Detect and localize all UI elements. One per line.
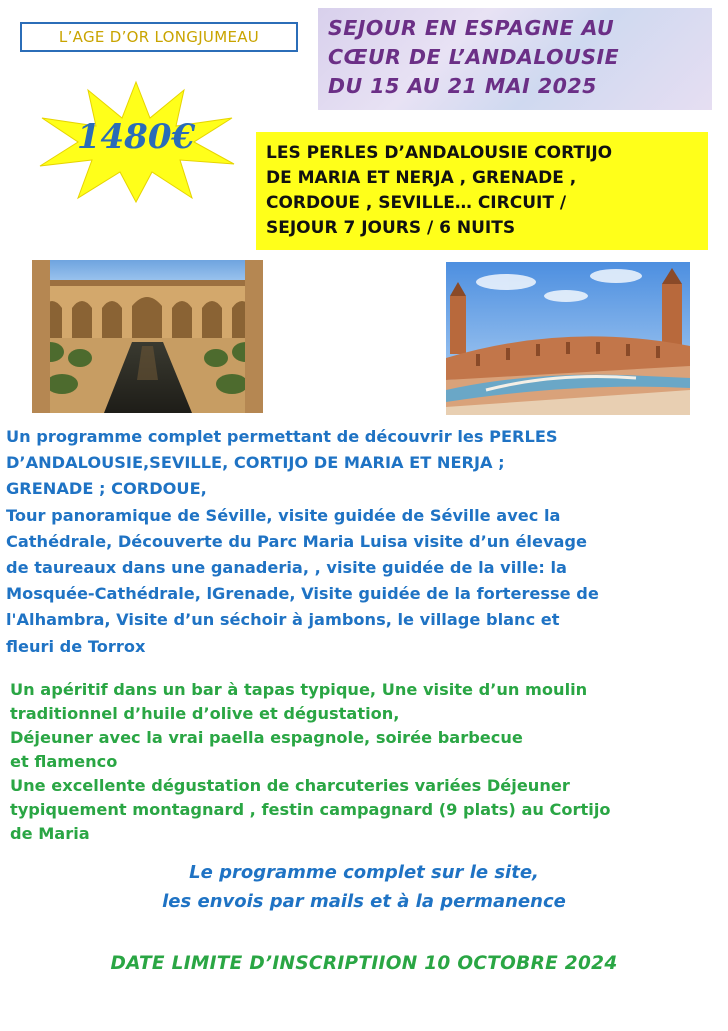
gastronomy-line: typiquement montagnard , festin campagnard (9 plats) au Cortijo [10, 800, 611, 819]
registration-deadline: DATE LIMITE D’INSCRIPTIION 10 OCTOBRE 2024 [110, 953, 618, 974]
gastronomy-line: traditionnel d’huile d’olive et dégustation, [10, 704, 400, 723]
programme-line: Cathédrale, Découverte du Parc Maria Luisa visite d’un élevage [6, 531, 587, 551]
club-name: L’AGE D’OR LONGJUMEAU [58, 28, 260, 46]
gastronomy-line: Déjeuner avec la vrai paella espagnole, soirée barbecue [10, 728, 523, 747]
gastronomy-line: Un apéritif dans un bar à tapas typique, Une visite d’un moulin [10, 680, 588, 699]
club-name-box [20, 22, 298, 52]
programme-info-line-1: Le programme complet sur le site, [189, 862, 539, 883]
circuit-line-2: DE MARIA ET NERJA , GRENADE , [266, 168, 577, 188]
programme-line: fleuri de Torrox [6, 636, 146, 656]
gastronomy-line: Une excellente dégustation de charcuteries variées Déjeuner [10, 776, 570, 795]
programme-line: Mosquée-Cathédrale, lGrenade, Visite guidée de la forteresse de [6, 584, 599, 604]
title-line-1: SEJOUR EN ESPAGNE AU [328, 16, 615, 40]
circuit-box [256, 132, 708, 250]
programme-line: D’ANDALOUSIE,SEVILLE, CORTIJO DE MARIA ET NERJA ; [6, 453, 505, 473]
programme-info [0, 858, 728, 916]
gastronomy-paragraph [10, 678, 722, 846]
alcazar-courtyard-photo [32, 260, 263, 413]
plaza-espana-photo [446, 262, 690, 415]
title-line-3: DU 15 AU 21 MAI 2025 [328, 74, 597, 98]
programme-line: l'Alhambra, Visite d’un séchoir à jambons, le village blanc et [6, 610, 560, 630]
gastronomy-line: de Maria [10, 824, 90, 843]
programme-paragraph [6, 424, 722, 660]
programme-line: GRENADE ; CORDOUE, [6, 479, 207, 499]
trip-title-box [318, 8, 712, 110]
price-label: 1480€ [76, 117, 196, 157]
programme-line: Un programme complet permettant de découvrir les PERLES [6, 427, 558, 446]
title-line-2: CŒUR DE L’ANDALOUSIE [328, 45, 620, 69]
programme-info-line-2: les envois par mails et à la permanence [162, 891, 566, 912]
circuit-line-4: SEJOUR 7 JOURS / 6 NUITS [266, 218, 516, 238]
circuit-line-1: LES PERLES D’ANDALOUSIE CORTIJO [266, 143, 613, 163]
gastronomy-line: et flamenco [10, 752, 118, 771]
programme-line: Tour panoramique de Séville, visite guidée de Séville avec la [6, 505, 561, 525]
programme-line: de taureaux dans une ganaderia, , visite guidée de la ville: la [6, 558, 567, 578]
circuit-line-3: CORDOUE , SEVILLE… CIRCUIT / [266, 193, 567, 213]
